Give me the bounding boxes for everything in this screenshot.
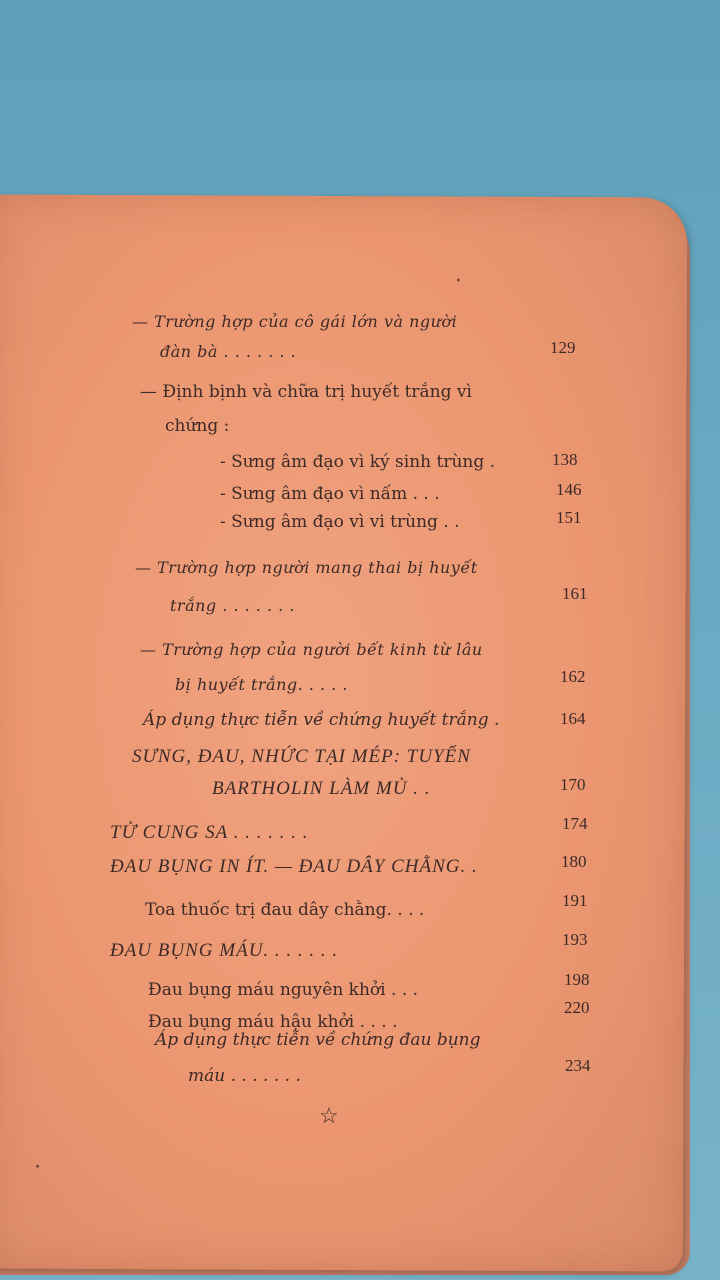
toc-page-number: 164 bbox=[560, 709, 586, 728]
toc-entry-title: Áp dụng thực tiễn về chứng huyết trắng . bbox=[143, 710, 500, 730]
toc-entry-title: — Trường hợp của người bết kinh từ lâu bbox=[140, 640, 483, 659]
toc-page-number: 234 bbox=[565, 1056, 591, 1075]
star-ornament: ☆ bbox=[319, 1104, 339, 1129]
toc-entry-title: TỬ CUNG SA . . . . . . . bbox=[110, 822, 309, 843]
toc-page-number: 198 bbox=[564, 970, 590, 989]
toc-entry-title: Áp dụng thực tiễn về chứng đau bụng bbox=[155, 1030, 481, 1050]
toc-entry-title: trắng . . . . . . . bbox=[170, 596, 295, 615]
toc-entry-title: Toa thuốc trị đau dây chằng. . . . bbox=[145, 900, 425, 920]
toc-entry-title: đàn bà . . . . . . . bbox=[160, 342, 297, 361]
toc-page-number: 174 bbox=[562, 814, 588, 833]
toc-entry-title: bị huyết trắng. . . . . bbox=[175, 675, 348, 694]
toc-entry-title: máu . . . . . . . bbox=[188, 1066, 301, 1086]
toc-entry-title: — Định bịnh và chữa trị huyết trắng vì bbox=[140, 382, 472, 402]
toc-page-number: 162 bbox=[560, 667, 586, 686]
toc-entry-title: BARTHOLIN LÀM MỦ . . bbox=[212, 778, 431, 799]
toc-page-number: 220 bbox=[564, 998, 590, 1017]
toc-entry-title: — Trường hợp của cô gái lớn và người bbox=[132, 312, 458, 331]
toc-page-number: 161 bbox=[562, 584, 588, 603]
toc-page-number: 129 bbox=[550, 338, 576, 357]
toc-entry-title: chứng : bbox=[165, 416, 230, 436]
book-page bbox=[0, 194, 687, 1271]
toc-entry-title: ĐAU BỤNG MÁU. . . . . . . bbox=[110, 940, 339, 961]
toc-page-number: 138 bbox=[552, 450, 578, 469]
toc-page-number: 170 bbox=[560, 775, 586, 794]
toc-entry-title: ĐAU BỤNG IN ÍT. — ĐAU DÂY CHẰNG. . bbox=[110, 856, 478, 877]
toc-entry-title: - Sưng âm đạo vì ký sinh trùng . bbox=[220, 452, 496, 472]
paper-speck bbox=[457, 279, 460, 282]
toc-entry-title: - Sưng âm đạo vì nấm . . . bbox=[220, 484, 440, 504]
paper-speck bbox=[36, 1165, 39, 1168]
toc-entry-title: Đau bụng máu hậu khởi . . . . bbox=[148, 1012, 398, 1032]
toc-page-number: 191 bbox=[562, 891, 588, 910]
toc-entry-title: — Trường hợp người mang thai bị huyết bbox=[135, 558, 478, 577]
toc-page-number: 193 bbox=[562, 930, 588, 949]
toc-page-number: 180 bbox=[561, 852, 587, 871]
toc-entry-title: - Sưng âm đạo vì vi trùng . . bbox=[220, 512, 460, 532]
toc-page-number: 151 bbox=[556, 508, 582, 527]
toc-entry-title: Đau bụng máu nguyên khởi . . . bbox=[148, 980, 419, 1000]
toc-page-number: 146 bbox=[556, 480, 582, 499]
toc-entry-title: SƯNG, ĐAU, NHỨC TẠI MÉP: TUYẾN bbox=[132, 746, 471, 767]
